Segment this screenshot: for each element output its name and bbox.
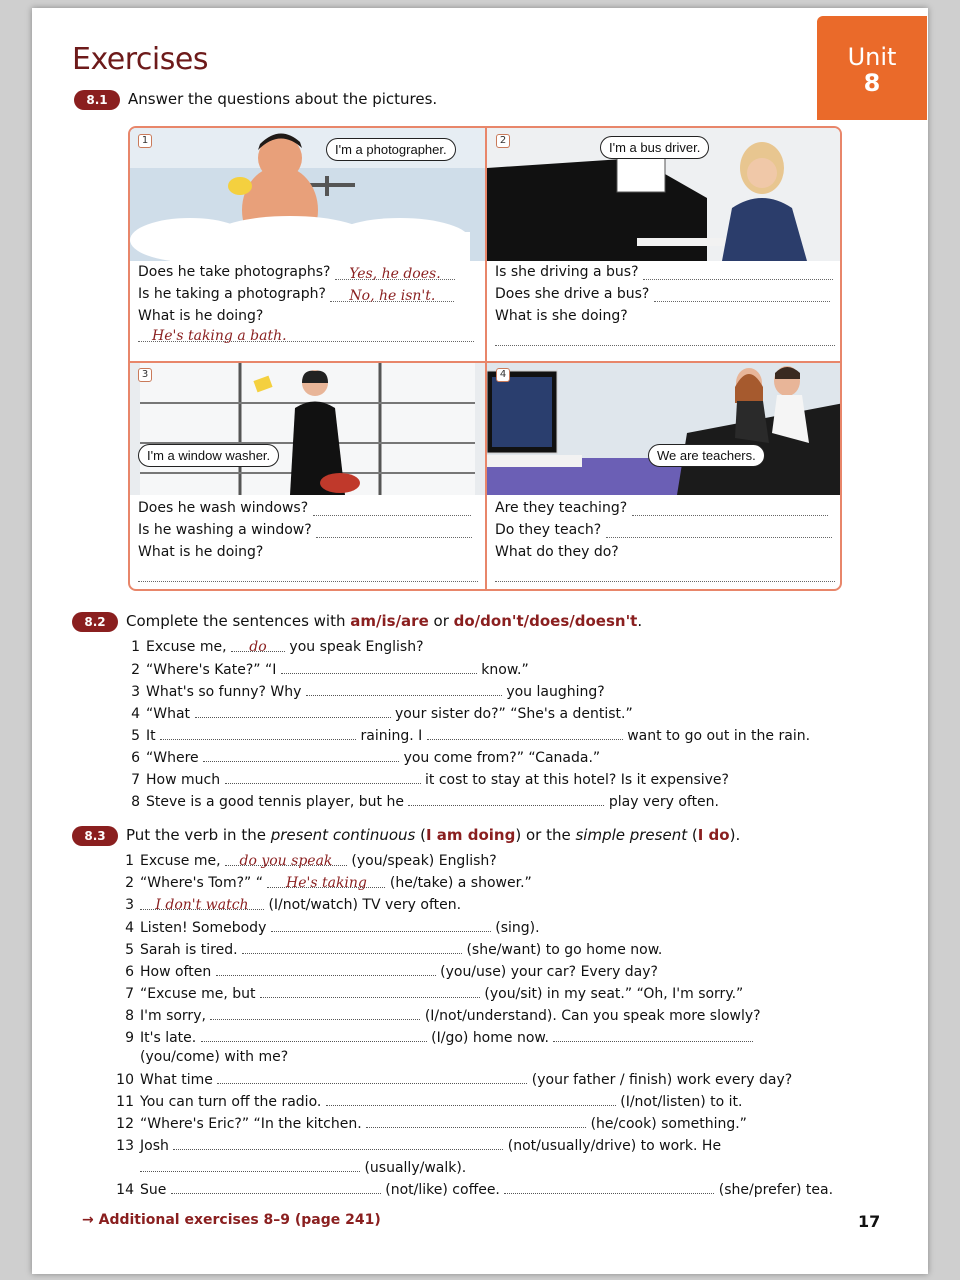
window-scene-image — [130, 363, 485, 495]
answer-blank — [225, 770, 421, 784]
ex83-item-6 — [114, 962, 658, 981]
answer-blank — [140, 1158, 360, 1172]
panel-4-question-2 — [495, 522, 832, 538]
panel-number-4: 4 — [496, 368, 510, 382]
answer-blank: Yes, he does. — [335, 266, 455, 280]
panel-2-question-1 — [495, 264, 833, 280]
instruction-keyword: I am doing — [425, 826, 516, 844]
item-text: Sarah is tired. — [140, 942, 238, 958]
ex83-item-11 — [114, 1092, 743, 1111]
item-number: 9 — [125, 1030, 134, 1046]
exercise-badge-8-3: 8.3 — [72, 826, 118, 846]
answer-blank — [173, 1136, 503, 1150]
item-text: you come from?” “Canada.” — [403, 750, 601, 766]
item-text: (your father / finish) work every day? — [531, 1072, 793, 1088]
exercise-badge-8-2: 8.2 — [72, 612, 118, 632]
item-text: How often — [140, 964, 212, 980]
instruction-keyword: do/don't/does/doesn't — [453, 612, 638, 630]
ex83-item-10 — [114, 1070, 792, 1089]
item-number: 11 — [116, 1094, 134, 1110]
item-text: Steve is a good tennis player, but he — [146, 794, 404, 810]
item-text: It's late. — [140, 1030, 197, 1046]
item-text: “Where's Tom?” “ — [140, 875, 263, 891]
panel-1-question-2 — [138, 286, 454, 302]
item-text: (you/come) with me? — [140, 1049, 289, 1065]
instruction-term: simple present — [575, 826, 688, 844]
instruction-text: . — [637, 612, 643, 630]
item-number: 7 — [131, 772, 140, 788]
exercise-8-1-instruction: Answer the questions about the pictures. — [128, 90, 438, 108]
panel-1-question-1 — [138, 264, 455, 280]
item-number: 13 — [116, 1138, 134, 1154]
answer-blank — [316, 524, 472, 538]
panel-number-1: 1 — [138, 134, 152, 148]
ex83-item-13-cont — [114, 1158, 466, 1177]
item-text: it cost to stay at this hotel? Is it expensive? — [424, 772, 729, 788]
panel-2-answer-3 — [495, 330, 835, 346]
answer-blank — [504, 1180, 714, 1194]
ex82-item-3 — [120, 682, 605, 701]
picture-grid — [128, 126, 842, 591]
ex83-item-14 — [114, 1180, 833, 1199]
item-text: (he/cook) something.” — [590, 1116, 747, 1132]
item-text: (you/use) your car? Every day? — [440, 964, 658, 980]
panel-1-answer-3 — [138, 326, 474, 342]
exercise-8-3-instruction — [126, 826, 740, 844]
item-number: 1 — [131, 639, 140, 655]
item-text: (she/prefer) tea. — [718, 1182, 834, 1198]
answer-blank — [366, 1114, 586, 1128]
answer-blank — [654, 288, 830, 302]
item-text: (you/speak) English? — [351, 853, 497, 869]
question-text: Is he taking a photograph? — [138, 286, 326, 302]
question-text: Is she driving a bus? — [495, 264, 639, 280]
item-number: 5 — [131, 728, 140, 744]
item-number: 1 — [125, 853, 134, 869]
answer-blank — [553, 1028, 753, 1042]
ex83-item-9-cont — [114, 1048, 288, 1066]
panel-4-question-3: What do they do? — [495, 544, 619, 560]
instruction-text: ). — [729, 826, 741, 844]
answer-blank — [606, 524, 832, 538]
ex83-item-5 — [114, 940, 662, 959]
panel-4-question-1 — [495, 500, 828, 516]
question-text: Are they teaching? — [495, 500, 628, 516]
panel-3-question-2 — [138, 522, 472, 538]
answer-blank: He's taking — [267, 874, 385, 888]
item-text: play very often. — [608, 794, 719, 810]
item-text: (not/usually/drive) to work. He — [507, 1138, 722, 1154]
item-number: 2 — [125, 875, 134, 891]
answer-blank — [326, 1092, 616, 1106]
panel-3-question-3: What is he doing? — [138, 544, 264, 560]
question-text: Is he washing a window? — [138, 522, 312, 538]
answer-blank — [427, 726, 623, 740]
panel-number-3: 3 — [138, 368, 152, 382]
answer-blank — [408, 792, 604, 806]
item-number: 12 — [116, 1116, 134, 1132]
answer-blank — [217, 1070, 527, 1084]
instruction-text: Complete the sentences with — [126, 612, 351, 630]
item-text: “Where — [146, 750, 199, 766]
item-text: “Excuse me, but — [140, 986, 256, 1002]
ex83-item-8 — [114, 1006, 761, 1025]
item-text: (usually/walk). — [364, 1160, 467, 1176]
speech-bubble-2: I'm a bus driver. — [600, 136, 709, 159]
workbook-page — [32, 8, 928, 1274]
ex83-item-1 — [114, 852, 497, 870]
instruction-text: ( — [687, 826, 698, 844]
item-text: you speak English? — [289, 639, 424, 655]
answer-blank — [313, 502, 471, 516]
item-text: How much — [146, 772, 221, 788]
instruction-term: present continuous — [270, 826, 416, 844]
instruction-keyword: am/is/are — [350, 612, 429, 630]
panel-4-answer-3 — [495, 566, 835, 582]
unit-label: Unit — [847, 43, 897, 71]
panel-3-answer-3 — [138, 566, 478, 582]
panel-number-2: 2 — [496, 134, 510, 148]
answer-blank — [203, 748, 399, 762]
instruction-text: or — [428, 612, 454, 630]
item-number: 8 — [125, 1008, 134, 1024]
item-text: know.” — [481, 662, 529, 678]
ex83-item-13 — [114, 1136, 721, 1155]
question-text: Does he wash windows? — [138, 500, 309, 516]
instruction-keyword: I do — [697, 826, 730, 844]
item-text: (I/not/understand). Can you speak more slowly? — [424, 1008, 761, 1024]
answer-blank — [306, 682, 502, 696]
item-text: (I/not/listen) to it. — [620, 1094, 743, 1110]
item-text: Josh — [140, 1138, 169, 1154]
item-text: “What — [146, 706, 191, 722]
grid-divider-vertical — [485, 128, 487, 589]
item-number: 6 — [125, 964, 134, 980]
item-text: (not/like) coffee. — [385, 1182, 500, 1198]
item-number: 10 — [116, 1072, 134, 1088]
item-text: your sister do?” “She's a dentist.” — [394, 706, 633, 722]
item-number: 3 — [131, 684, 140, 700]
item-text: (I/go) home now. — [431, 1030, 550, 1046]
instruction-text: ( — [415, 826, 426, 844]
ex82-item-8 — [120, 792, 719, 811]
item-text: Listen! Somebody — [140, 920, 267, 936]
unit-number: 8 — [863, 69, 881, 97]
answer-blank — [201, 1028, 427, 1042]
answer-blank — [632, 502, 828, 516]
item-text: (she/want) to go home now. — [466, 942, 663, 958]
ex83-item-4 — [114, 918, 540, 937]
instruction-text: Put the verb in the — [126, 826, 271, 844]
item-number: 2 — [131, 662, 140, 678]
answer-blank — [210, 1006, 420, 1020]
answer-blank: No, he isn't. — [330, 288, 454, 302]
unit-tab — [817, 16, 927, 120]
item-text: (you/sit) in my seat.” “Oh, I'm sorry.” — [484, 986, 744, 1002]
item-text: You can turn off the radio. — [140, 1094, 322, 1110]
answer-blank — [495, 332, 835, 346]
ex82-item-7 — [120, 770, 729, 789]
item-text: (sing). — [495, 920, 540, 936]
speech-bubble-3: I'm a window washer. — [138, 444, 279, 467]
ex82-item-6 — [120, 748, 600, 767]
ex83-item-3 — [114, 896, 461, 914]
item-number: 4 — [125, 920, 134, 936]
speech-bubble-4: We are teachers. — [648, 444, 765, 467]
item-number: 4 — [131, 706, 140, 722]
ex83-item-12 — [114, 1114, 747, 1133]
answer-blank — [216, 962, 436, 976]
instruction-text: ) or the — [515, 826, 576, 844]
answer-blank — [171, 1180, 381, 1194]
ex83-item-9 — [114, 1028, 753, 1047]
item-text: you laughing? — [506, 684, 605, 700]
item-text: want to go out in the rain. — [627, 728, 811, 744]
question-text: Does she drive a bus? — [495, 286, 650, 302]
page-number: 17 — [858, 1212, 881, 1231]
panel-2-question-3: What is she doing? — [495, 308, 628, 324]
item-number: 7 — [125, 986, 134, 1002]
item-text: What's so funny? Why — [146, 684, 302, 700]
answer-blank — [643, 266, 833, 280]
page-title: Exercises — [72, 42, 208, 77]
answer-blank — [281, 660, 477, 674]
ex83-item-7 — [114, 984, 743, 1003]
question-text: Does he take photographs? — [138, 264, 331, 280]
panel-1-question-3: What is he doing? — [138, 308, 264, 324]
answer-blank — [160, 726, 356, 740]
item-text: Sue — [140, 1182, 167, 1198]
answer-blank — [271, 918, 491, 932]
item-number: 14 — [116, 1182, 134, 1198]
exercise-8-2-instruction — [126, 612, 642, 630]
ex82-item-5 — [120, 726, 810, 745]
item-text: What time — [140, 1072, 213, 1088]
item-number: 6 — [131, 750, 140, 766]
answer-blank: He's taking a bath. — [138, 328, 474, 342]
item-text: Excuse me, — [140, 853, 221, 869]
exercise-badge-8-1: 8.1 — [74, 90, 120, 110]
answer-blank — [260, 984, 480, 998]
item-text: “Where's Eric?” “In the kitchen. — [140, 1116, 362, 1132]
speech-bubble-1: I'm a photographer. — [326, 138, 456, 161]
question-text: Do they teach? — [495, 522, 602, 538]
answer-blank — [495, 568, 835, 582]
panel-3-question-1 — [138, 500, 471, 516]
item-text: I'm sorry, — [140, 1008, 206, 1024]
item-text: (he/take) a shower.” — [389, 875, 532, 891]
item-text: Excuse me, — [146, 639, 227, 655]
answer-blank — [195, 704, 391, 718]
item-number: 3 — [125, 897, 134, 913]
item-text: “Where's Kate?” “I — [146, 662, 277, 678]
item-number: 8 — [131, 794, 140, 810]
ex82-item-4 — [120, 704, 633, 723]
panel-2-question-2 — [495, 286, 830, 302]
item-text: It — [146, 728, 156, 744]
answer-blank: do you speak — [225, 852, 347, 866]
answer-blank — [138, 568, 478, 582]
ex82-item-2 — [120, 660, 529, 679]
tv-scene-image — [487, 363, 842, 495]
item-text: raining. I — [360, 728, 423, 744]
ex82-item-1 — [120, 638, 424, 656]
answer-blank — [242, 940, 462, 954]
answer-blank: do — [231, 638, 285, 652]
item-text: (I/not/watch) TV very often. — [268, 897, 462, 913]
ex83-item-2 — [114, 874, 532, 892]
additional-exercises-link[interactable]: → Additional exercises 8–9 (page 241) — [82, 1212, 381, 1228]
answer-blank: I don't watch — [140, 896, 264, 910]
item-number: 5 — [125, 942, 134, 958]
